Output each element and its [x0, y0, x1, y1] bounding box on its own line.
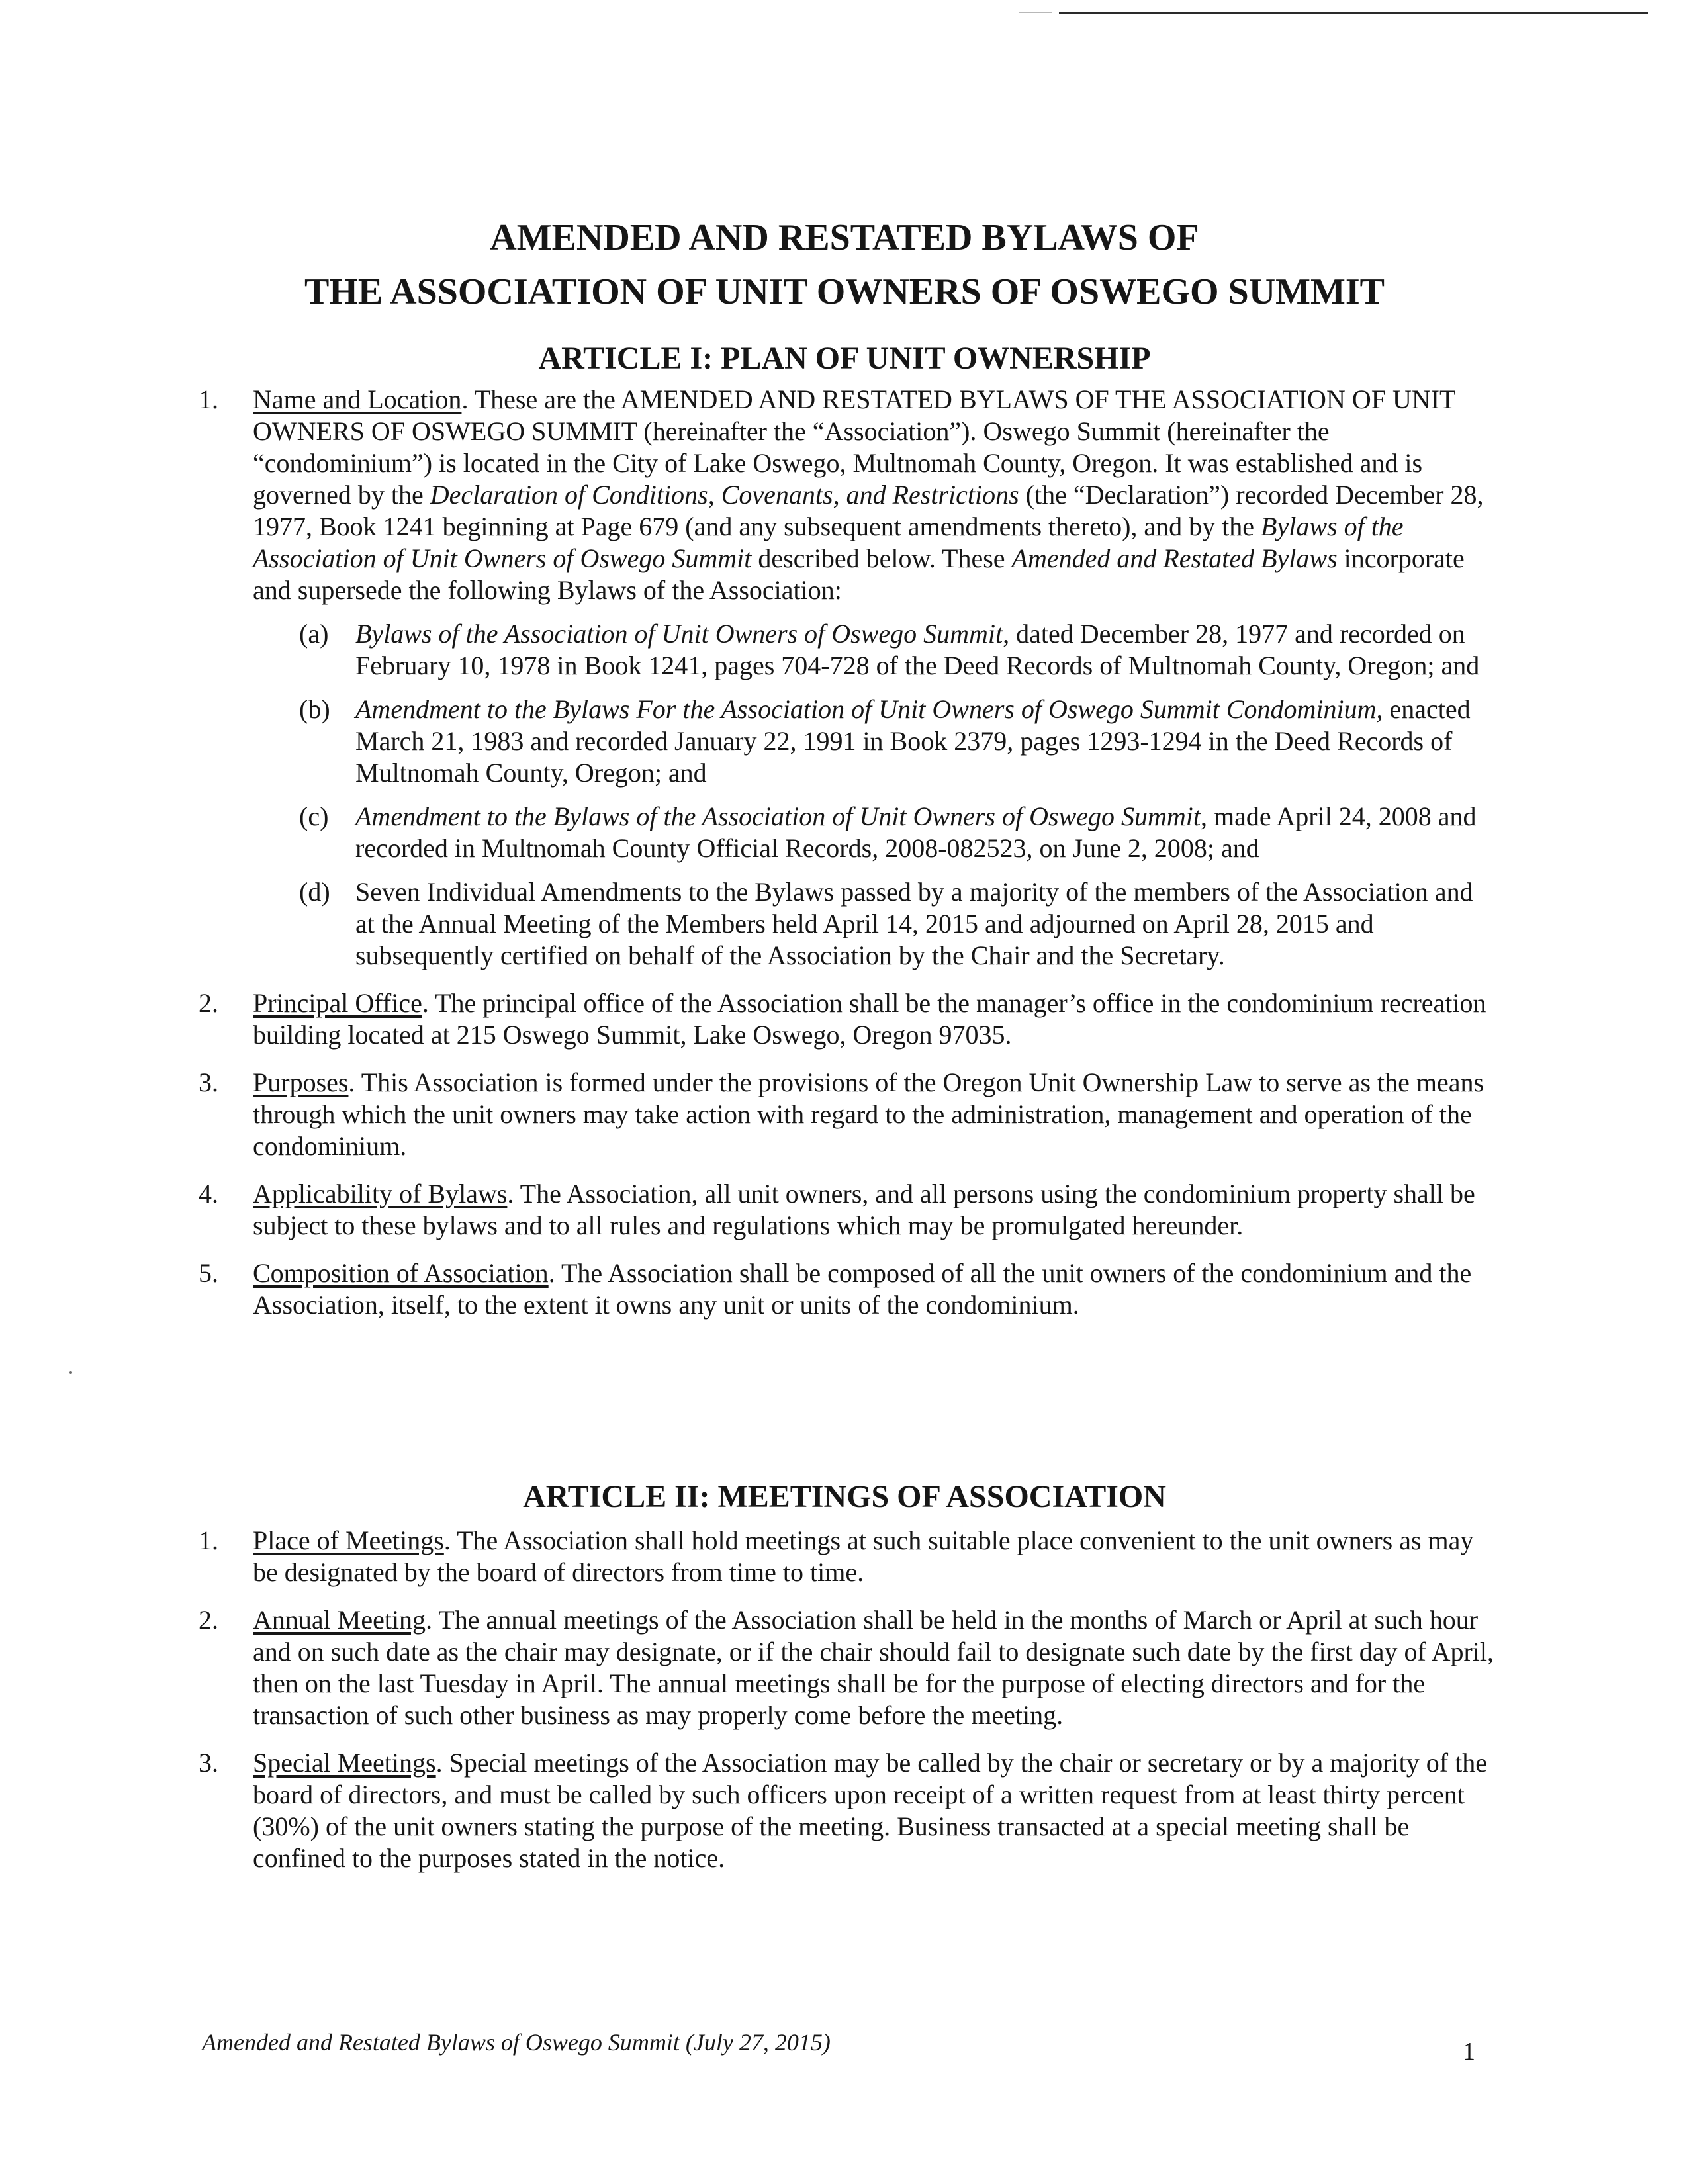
section-number: 5. — [199, 1258, 218, 1288]
sub-item-text: Seven Individual Amendments to the Bylaws passed by a majority of the members of the Association and at the Annual Meeting of the Members held April 14, 2015 and adjourned on April 28, 2015 and subsequently certified on behalf of the Association by the Chair and the Secretary. — [355, 877, 1473, 970]
sub-item-italic-text: Amendment to the Bylaws of the Association of Unit Owners of Oswego Summit — [355, 801, 1201, 831]
section-label: Applicability of Bylaws — [253, 1179, 508, 1208]
article-1-sections — [199, 384, 1496, 1337]
sub-item-a — [253, 618, 1496, 682]
section-text: . Special meetings of the Association may be called by the chair or secretary or by a majority of the board of directors, and must be called by such officers upon receipt of a written request from at least thirty percent (30%) of the unit owners stating the purpose of the meeting. Business transacted at a special meeting shall be confined to the purposes stated in the notice. — [253, 1748, 1487, 1873]
section-label: Place of Meetings — [253, 1525, 444, 1555]
article-2-section-1 — [199, 1525, 1496, 1588]
section-number: 4. — [199, 1179, 218, 1208]
article-2-sections — [199, 1525, 1496, 1890]
section-label: Annual Meeting — [253, 1605, 426, 1635]
article-2-section-2 — [199, 1604, 1496, 1731]
article-2-section-3 — [199, 1747, 1496, 1874]
section-italic-text: Declaration of Conditions, Covenants, and Restrictions — [430, 480, 1019, 510]
section-number: 2. — [199, 988, 218, 1018]
sub-item-d — [253, 876, 1496, 972]
sub-item-text: , enacted March 21, 1983 and recorded January 22, 1991 in Book 2379, pages 1293-1294 in the Deed Records of Multnomah County, Oregon; and — [355, 694, 1471, 788]
section-text: incorporate and supersede the following Bylaws of the Association: — [253, 543, 1465, 605]
sub-item-italic-text: Amendment to the Bylaws For the Association of Unit Owners of Oswego Summit Condominium — [355, 694, 1377, 724]
article-1-section-2 — [199, 987, 1496, 1051]
footer-text: Amended and Restated Bylaws of Oswego Summit (July 27, 2015) — [202, 2029, 831, 2056]
page-title — [0, 210, 1689, 319]
sub-item-letter: (a) — [299, 619, 329, 649]
superseded-bylaws-list — [253, 618, 1496, 972]
section-text: . The principal office of the Association shall be the manager’s office in the condominium recreation building located at 215 Oswego Summit, Lake Oswego, Oregon 97035. — [253, 988, 1486, 1050]
sub-item-text: , dated December 28, 1977 and recorded on February 10, 1978 in Book 1241, pages 704-728 of the Deed Records of Multnomah County, Oregon; and — [355, 619, 1480, 680]
sub-item-c — [253, 801, 1496, 864]
section-text: . The annual meetings of the Association shall be held in the months of March or April at such hour and on such date as the chair may designate, or if the chair should fail to designate such date by the first day of April, then on the last Tuesday in April. The annual meetings shall be for the purpose of electing directors and for the transaction of such other business as may properly come before the meeting. — [253, 1605, 1494, 1730]
section-number: 3. — [199, 1068, 218, 1097]
section-text: . This Association is formed under the provisions of the Oregon Unit Ownership Law to serve as the means through which the unit owners may take action with regard to the administration, management and operation of the condominium. — [253, 1068, 1484, 1161]
article-2-heading: ARTICLE II: MEETINGS OF ASSOCIATION — [523, 1479, 1166, 1514]
section-text: . The Association shall be composed of all the unit owners of the condominium and the Association, itself, to the extent it owns any unit or units of the condominium. — [253, 1258, 1472, 1320]
sub-item-letter: (b) — [299, 694, 330, 724]
section-number: 1. — [199, 1525, 218, 1555]
section-number: 1. — [199, 385, 218, 414]
section-italic-text: Amended and Restated Bylaws — [1011, 543, 1338, 573]
scan-artifact-faint — [1019, 12, 1052, 13]
article-1-heading: ARTICLE I: PLAN OF UNIT OWNERSHIP — [538, 341, 1151, 376]
section-text: . The Association shall hold meetings at such suitable place convenient to the unit owners as may be designated by the board of directors from time to time. — [253, 1525, 1474, 1587]
page-number: 1 — [1463, 2038, 1475, 2066]
section-label: Composition of Association — [253, 1258, 549, 1288]
section-label: Principal Office — [253, 988, 422, 1018]
sub-item-italic-text: Bylaws of the Association of Unit Owners of Oswego Summit — [355, 619, 1003, 649]
scan-artifact-line — [1059, 12, 1648, 14]
section-label: Purposes — [253, 1068, 349, 1097]
section-number: 3. — [199, 1748, 218, 1778]
section-label: Name and Location — [253, 385, 462, 414]
section-text: . The Association, all unit owners, and all persons using the condominium property shall be subject to these bylaws and to all rules and regulations which may be promulgated hereunder. — [253, 1179, 1475, 1240]
article-1-section-3 — [199, 1067, 1496, 1162]
section-text: . These are the AMENDED AND RESTATED BYLAWS OF THE ASSOCIATION OF UNIT OWNERS OF OSWEGO SUMMIT (hereinafter the “Association”). Oswego Summit (hereinafter the “condominium”) is located in the City of Lake Oswego, Multnomah County, Oregon. It was established and is governed by the — [253, 385, 1455, 510]
section-text: described below. These — [751, 543, 1012, 573]
section-number: 2. — [199, 1605, 218, 1635]
title-line-2: THE ASSOCIATION OF UNIT OWNERS OF OSWEGO SUMMIT — [304, 271, 1385, 312]
article-1-section-4 — [199, 1178, 1496, 1242]
article-1-section-5 — [199, 1257, 1496, 1321]
section-text: (the “Declaration”) recorded December 28, 1977, Book 1241 beginning at Page 679 (and any subsequent amendments thereto), and by the — [253, 480, 1484, 541]
sub-item-text: , made April 24, 2008 and recorded in Multnomah County Official Records, 2008-082523, on June 2, 2008; and — [355, 801, 1477, 863]
section-italic-text: Bylaws of the Association of Unit Owners of Oswego Summit — [253, 512, 1404, 573]
scan-speck — [69, 1371, 72, 1374]
article-1-section-1 — [199, 384, 1496, 972]
section-label: Special Meetings — [253, 1748, 436, 1778]
sub-item-b — [253, 694, 1496, 789]
sub-item-letter: (d) — [299, 877, 330, 907]
title-line-1: AMENDED AND RESTATED BYLAWS OF — [490, 217, 1199, 258]
sub-item-letter: (c) — [299, 801, 329, 831]
